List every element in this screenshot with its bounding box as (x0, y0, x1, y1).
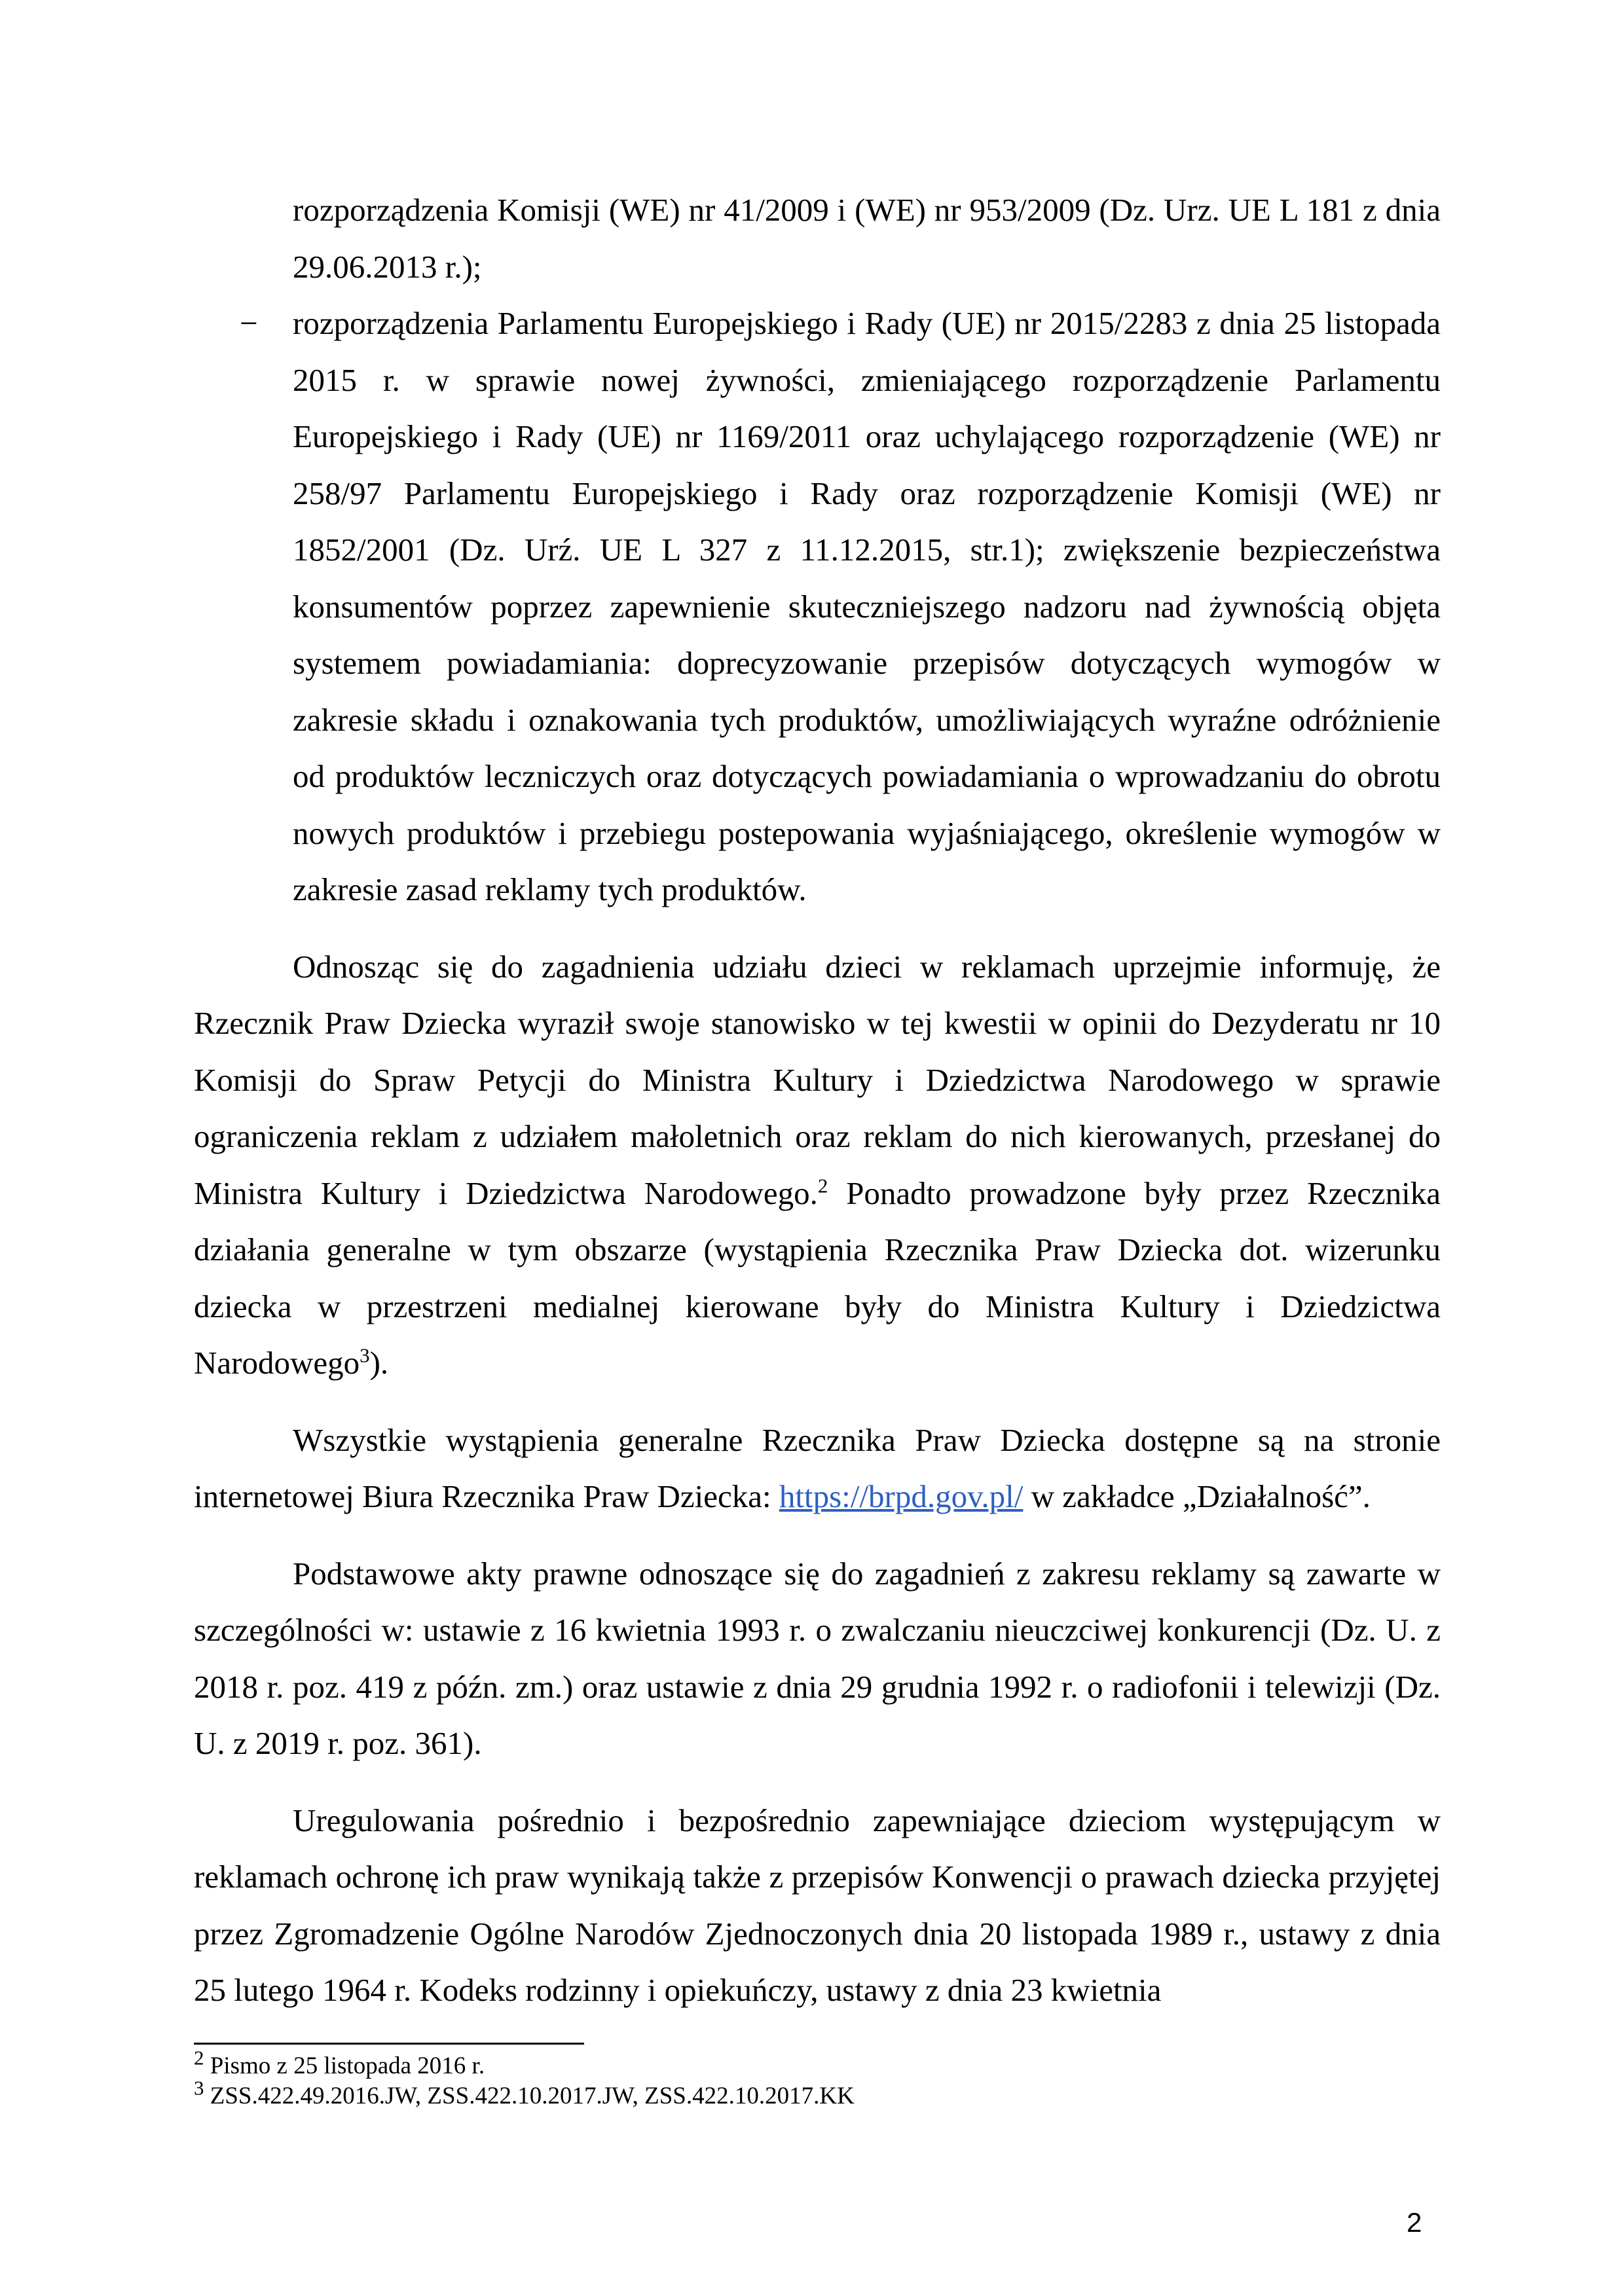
paragraph-website (194, 1412, 1441, 1525)
paragraph-text: Wszystkie wystąpienia generalne Rzecznika Praw Dziecka dostępne są na stronie internetowej Biura Rzecznika Praw Dziecka: (194, 1421, 1441, 1514)
footnote-separator (194, 2043, 584, 2045)
paragraph-regulations: Uregulowania pośrednio i bezpośrednio zapewniające dzieciom występującym w reklamach ochronę ich praw wynikają także z przepisów Konwencji o prawach dziecka przyjętej przez Zgromadzenie Ogólne Narodów Zjednoczonych dnia 20 listopada 1989 r., ustawy z dnia 25 lutego 1964 r. Kodeks rodzinny i opiekuńczy, ustawy z dnia 23 kwietnia (194, 1802, 1441, 2008)
footnote-number: 3 (194, 2076, 204, 2100)
footnotes (194, 2046, 1441, 2111)
page-number: 2 (1407, 2207, 1422, 2238)
paragraph-text: Odnosząc się do zagadnienia udziału dzieci w reklamach uprzejmie informuję, że Rzecznik Praw Dziecka wyraził swoje stanowisko w tej kwestii w opinii do Dezyderatu nr 10 Komisji do Spraw Petycji do Ministra Kultury i Dziedzictwa Narodowego w sprawie ograniczenia reklam z udziałem małoletnich oraz reklam do nich kierowanych, przesłanej do Ministra Kultury i Dziedzictwa Narodowego. (194, 948, 1441, 1211)
paragraph-text: Ponadto prowadzone były przez Rzecznika działania generalne w tym obszarze (wystąpienia Rzecznika Praw Dziecka dot. wizerunku dziecka w przestrzeni medialnej kierowane były do Ministra Kultury i Dziedzictwa Narodowego (194, 1175, 1441, 1381)
footnote-3 (194, 2076, 1441, 2111)
footnote-number: 2 (194, 2046, 204, 2069)
footnote-ref-2[interactable]: 2 (817, 1174, 828, 1197)
footnote-ref-3[interactable]: 3 (360, 1343, 370, 1367)
paragraph-children-in-ads (194, 939, 1441, 1392)
brpd-website-link[interactable]: https://brpd.gov.pl/ (779, 1478, 1024, 1514)
dash-bullet: − (240, 305, 258, 341)
document-body (194, 182, 1441, 2019)
paragraph-text: w zakładce „Działalność”. (1023, 1478, 1371, 1514)
list-item-text: rozporządzenia Parlamentu Europejskiego i Rady (UE) nr 2015/2283 z dnia 25 listopada 2015 r. w sprawie nowej żywności, zmieniającego rozporządzenie Parlamentu Europejskiego i Rady (UE) nr 1169/2011 oraz uchylającego rozporządzenie (WE) nr 258/97 Parlamentu Europejskiego i Rady oraz rozporządzenie Komisji (WE) nr 1852/2001 (Dz. Urź. UE L 327 z 11.12.2015, str.1); zwiększenie bezpieczeństwa konsumentów poprzez zapewnienie skuteczniejszego nadzoru nad żywnością objęta systemem powiadamiania: doprecyzowanie przepisów dotyczących wymogów w zakresie składu i oznakowania tych produktów, umożliwiających wyraźne odróżnienie od produktów leczniczych oraz dotyczących powiadamiania o wprowadzaniu do obrotu nowych produktów i przebiegu postepowania wyjaśniającego, określenie wymogów w zakresie zasad reklamy tych produktów. (293, 305, 1441, 907)
list-item (194, 295, 1441, 919)
paragraph-legal-acts: Podstawowe akty prawne odnoszące się do zagadnień z zakresu reklamy są zawarte w szczególności w: ustawie z 16 kwietnia 1993 r. o zwalczaniu nieuczciwej konkurencji (Dz. U. z 2018 r. poz. 419 z późn. zm.) oraz ustawie z dnia 29 grudnia 1992 r. o radiofonii i telewizji (Dz. U. z 2019 r. poz. 361). (194, 1555, 1441, 1761)
continuation-text: rozporządzenia Komisji (WE) nr 41/2009 i (WE) nr 953/2009 (Dz. Urz. UE L 181 z dnia 29.06.2013 r.); (293, 192, 1441, 285)
paragraph-text: ). (369, 1345, 389, 1381)
footnote-2 (194, 2046, 1441, 2081)
footnote-text: Pismo z 25 listopada 2016 r. (204, 2052, 485, 2079)
footnote-text: ZSS.422.49.2016.JW, ZSS.422.10.2017.JW, ZSS.422.10.2017.KK (204, 2083, 855, 2109)
